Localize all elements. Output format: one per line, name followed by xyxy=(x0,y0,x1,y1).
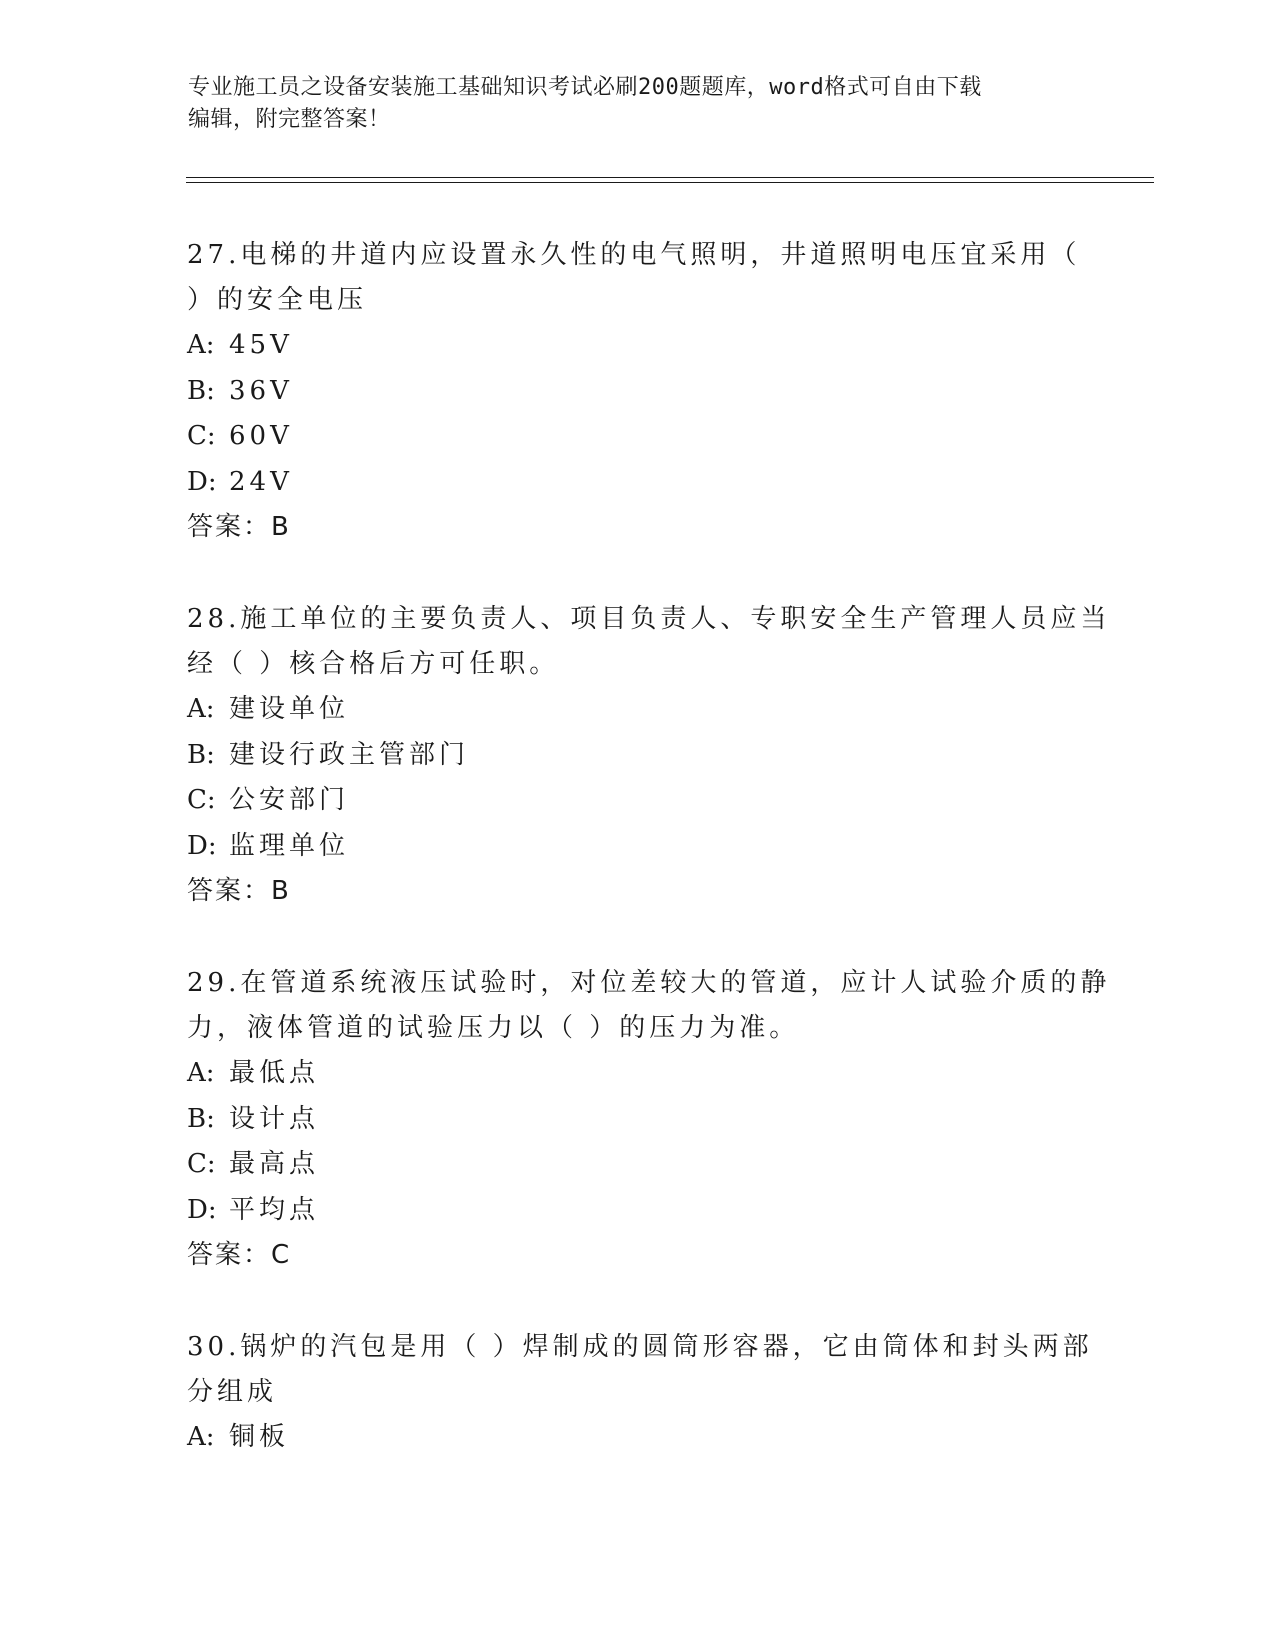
option-label: D: xyxy=(187,1194,217,1225)
question-29 xyxy=(187,961,1111,1278)
option-label: B: xyxy=(187,739,215,770)
option-text: 最高点 xyxy=(229,1149,320,1179)
option-label: D: xyxy=(187,466,217,497)
option-label: C: xyxy=(187,1149,216,1179)
option-label: A: xyxy=(187,1058,215,1088)
option-b xyxy=(187,369,1087,415)
option-text: 平均点 xyxy=(229,1194,320,1225)
option-text: 36V xyxy=(229,375,293,406)
question-text-line: 经（ ）核合格后方可任职。 xyxy=(187,649,560,679)
option-c xyxy=(187,414,1087,460)
question-text-line: 27.电梯的井道内应设置永久性的电气照明，井道照明电压宜采用（ xyxy=(187,240,1081,270)
option-label: B: xyxy=(187,1103,215,1134)
question-text-line: 力，液体管道的试验压力以（ ）的压力为准。 xyxy=(187,1013,800,1043)
option-label: A: xyxy=(187,694,215,724)
option-text: 最低点 xyxy=(229,1058,320,1088)
option-a xyxy=(187,323,1087,369)
question-text-line: 29.在管道系统液压试验时，对位差较大的管道，应计人试验介质的静 xyxy=(187,968,1111,998)
option-label: B: xyxy=(187,375,215,406)
option-text: 设计点 xyxy=(229,1103,320,1134)
option-label: D: xyxy=(187,830,217,861)
option-label: C: xyxy=(187,421,216,451)
option-label: C: xyxy=(187,785,216,815)
question-27 xyxy=(187,233,1087,550)
question-text-line: ）的安全电压 xyxy=(187,285,368,315)
option-text: 建设行政主管部门 xyxy=(229,739,470,770)
question-text-line: 30.锅炉的汽包是用（ ）焊制成的圆筒形容器，它由筒体和封头两部 xyxy=(187,1332,1093,1362)
option-d xyxy=(187,1188,1087,1234)
question-text-line: 分组成 xyxy=(187,1377,278,1407)
option-text: 铜板 xyxy=(229,1422,290,1452)
header-line-1: 专业施工员之设备安装施工基础知识考试必刷200题题库，word格式可自由下载 xyxy=(188,75,982,100)
option-a xyxy=(187,1051,1087,1097)
option-text: 60V xyxy=(229,421,293,451)
option-text: 45V xyxy=(229,330,293,360)
option-text: 24V xyxy=(229,466,293,497)
answer-line: 答案：B xyxy=(187,876,291,906)
document-header xyxy=(188,72,1088,136)
option-text: 监理单位 xyxy=(229,830,350,861)
option-a xyxy=(187,687,1087,733)
option-text: 公安部门 xyxy=(229,785,350,815)
option-text: 建设单位 xyxy=(229,694,350,724)
header-divider-top xyxy=(186,177,1154,178)
option-a xyxy=(187,1415,1087,1461)
option-c xyxy=(187,778,1087,824)
question-text-line: 28.施工单位的主要负责人、项目负责人、专职安全生产管理人员应当 xyxy=(187,604,1111,634)
option-d xyxy=(187,460,1087,506)
option-b xyxy=(187,1097,1087,1143)
answer-line: 答案：B xyxy=(187,512,291,542)
option-c xyxy=(187,1142,1087,1188)
option-label: A: xyxy=(187,330,215,360)
option-b xyxy=(187,733,1087,779)
answer-line: 答案：C xyxy=(187,1240,292,1270)
question-30 xyxy=(187,1325,1093,1461)
option-label: A: xyxy=(187,1422,215,1452)
header-line-2: 编辑，附完整答案！ xyxy=(188,107,391,132)
question-28 xyxy=(187,597,1111,914)
header-divider-bottom xyxy=(186,182,1154,183)
option-d xyxy=(187,824,1087,870)
